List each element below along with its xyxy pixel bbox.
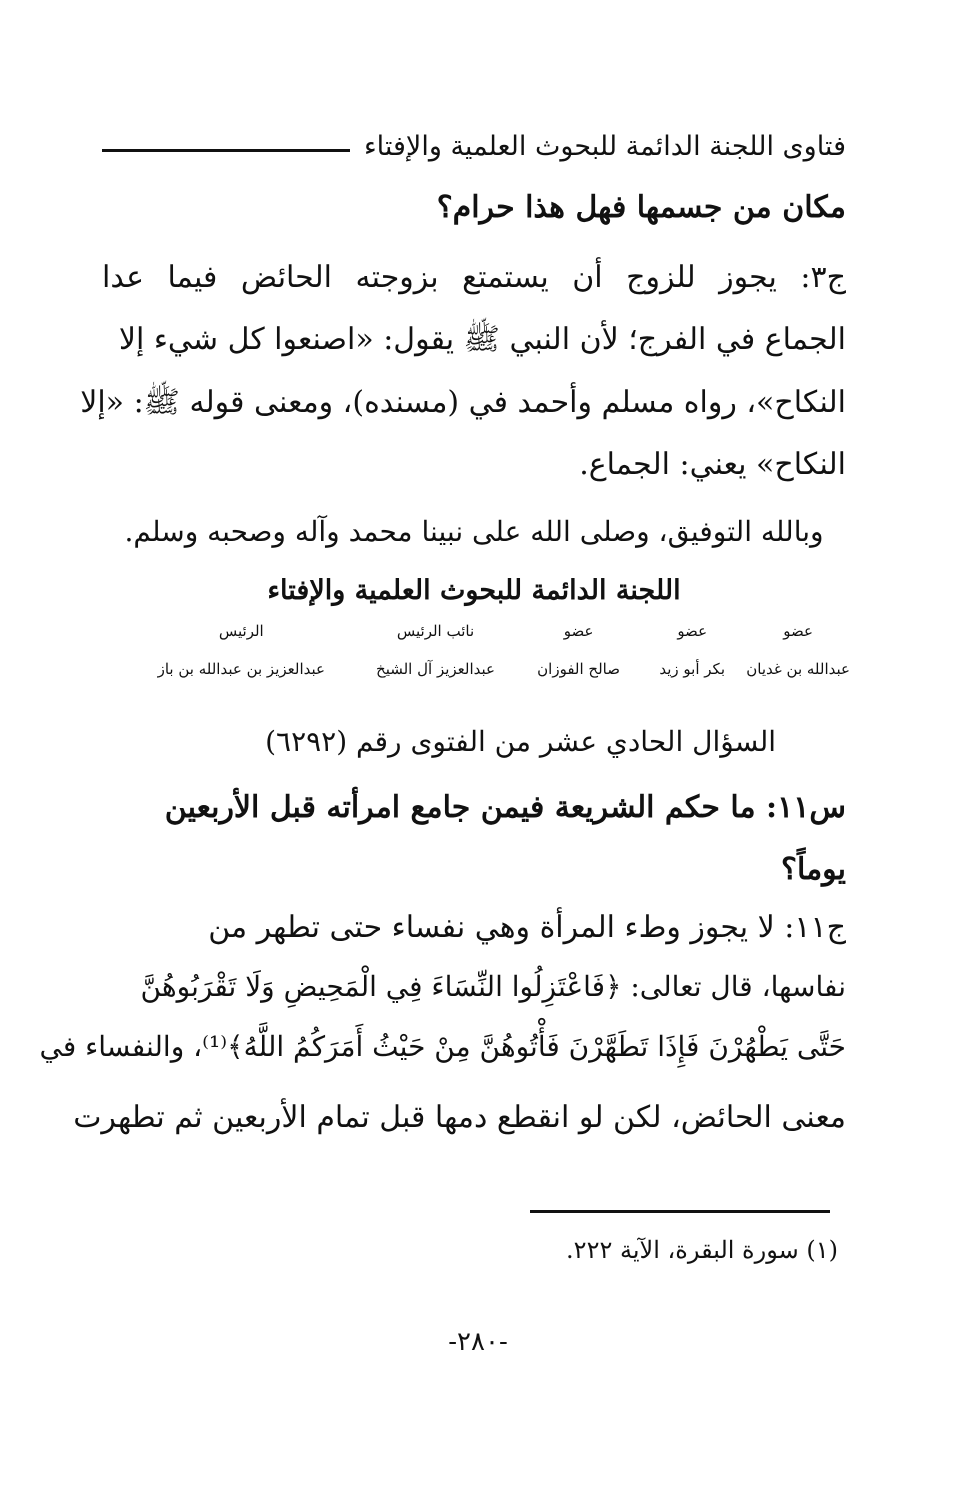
text-line: النكاح»، رواه مسلم وأحمد في (مسنده)، ومعنى قوله ﷺ: «إلا — [80, 385, 846, 420]
text-line: ج٣: يجوز للزوج أن يستمتع بزوجته الحائض فيما عدا — [102, 260, 846, 295]
page-number: -٢٨٠- — [448, 1327, 508, 1357]
header-title: فتاوى اللجنة الدائمة للبحوث العلمية والإفتاء — [363, 130, 846, 162]
signatory — [376, 622, 495, 678]
footnote-rule — [530, 1210, 830, 1213]
signatory — [746, 622, 850, 678]
signatory-role: الرئيس — [218, 622, 264, 640]
page-header — [102, 126, 846, 166]
signatory-role: عضو — [563, 622, 594, 640]
signatory — [659, 622, 725, 678]
question-heading: السؤال الحادي عشر من الفتوى رقم (٦٢٩٢) — [265, 725, 776, 758]
text-line: النكاح» يعني: الجماع. — [579, 447, 846, 482]
footnote: (١) سورة البقرة، الآية ٢٢٢. — [566, 1236, 838, 1264]
header-rule — [102, 149, 350, 152]
signatory-role: نائب الرئيس — [396, 622, 475, 640]
text-line: الجماع في الفرج؛ لأن النبي ﷺ يقول: «اصنعوا كل شيء إلا — [118, 322, 846, 357]
question-line: س١١: ما حكم الشريعة فيمن جامع امرأته قبل الأربعين — [164, 790, 846, 825]
signatory — [537, 622, 620, 678]
answer-line: حَتَّى يَطْهُرْنَ فَإِذَا تَطَهَّرْنَ فَأْتُوهُنَّ مِنْ حَيْثُ أَمَرَكُمُ اللَّهُ﴾⁽¹⁾، والنفساء في — [39, 1030, 846, 1063]
answer-line: معنى الحائض، لكن لو انقطع دمها قبل تمام الأربعين ثم تطهرت — [73, 1100, 846, 1135]
signatory-name: عبدالعزيز آل الشيخ — [376, 660, 495, 678]
signatory-name: بكر أبو زيد — [659, 660, 725, 678]
signatory-name: عبدالعزيز بن عبدالله بن باز — [157, 660, 325, 678]
signatory-name: عبدالله بن غديان — [746, 660, 850, 678]
committee-title: اللجنة الدائمة للبحوث العلمية والإفتاء — [267, 575, 681, 606]
signatory-role: عضو — [783, 622, 813, 640]
signatory-role: عضو — [677, 622, 708, 640]
signatory — [158, 622, 325, 678]
answer-line: ج١١: لا يجوز وطء المرأة وهي نفساء حتى تطهر من — [208, 910, 846, 945]
question-line: يوماً؟ — [781, 852, 846, 887]
signatories-block — [120, 622, 850, 692]
closing-line: وبالله التوفيق، وصلى الله على نبينا محمد وآله وصحبه وسلم. — [124, 515, 824, 548]
signatory-name: صالح الفوزان — [537, 660, 620, 678]
answer-line: نفاسها، قال تعالى: ﴿فَاعْتَزِلُوا النِّسَاءَ فِي الْمَحِيضِ وَلَا تَقْرَبُوهُنَّ — [140, 970, 846, 1003]
text-line: مكان من جسمها فهل هذا حرام؟ — [436, 190, 846, 225]
